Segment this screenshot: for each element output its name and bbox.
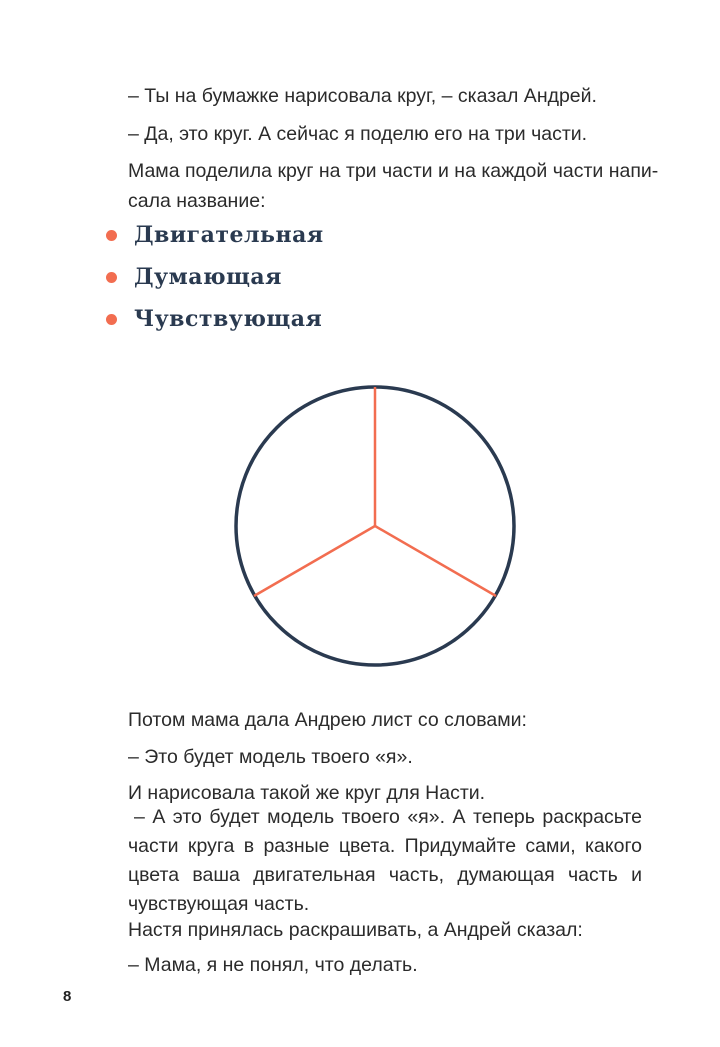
paragraph-4: Потом мама дала Андрею лист со словами:	[128, 709, 527, 731]
bullet-dot-icon	[106, 230, 117, 241]
paragraph-6: И нарисовала такой же круг для Насти.	[128, 782, 486, 804]
bullet-dot-icon	[106, 272, 117, 283]
page-number: 8	[63, 988, 72, 1005]
part-label-motor: Двигательная	[134, 222, 324, 248]
part-label-thinking: Думающая	[134, 264, 282, 290]
paragraph-3-line-2: сала название:	[128, 190, 266, 212]
list-item	[106, 298, 324, 340]
paragraph-3-line-1: Мама поделила круг на три части и на каждой части напи-	[128, 160, 659, 182]
paragraph-1: – Ты на бумажке нарисовала круг, – сказал Андрей.	[128, 85, 597, 107]
list-item	[106, 214, 324, 256]
list-item	[106, 256, 324, 298]
parts-list	[106, 214, 324, 340]
part-label-feeling: Чувствующая	[134, 306, 323, 332]
paragraph-8: Настя принялась раскрашивать, а Андрей сказал:	[128, 919, 583, 941]
bullet-dot-icon	[106, 314, 117, 325]
divider-line-left	[254, 526, 375, 596]
paragraph-9: – Мама, я не понял, что делать.	[128, 954, 418, 976]
paragraph-2: – Да, это круг. А сейчас я поделю его на три части.	[128, 123, 588, 145]
divider-line-right	[375, 526, 496, 596]
self-model-circle-diagram	[230, 384, 520, 674]
paragraph-7: – А это будет модель твоего «я». А теперь раскрасьте части круга в разные цвета. Придумайте сами, какого цвета ваша двигательная часть, думающая часть и чувствующая часть.	[128, 806, 642, 915]
paragraph-5: – Это будет модель твоего «я».	[128, 746, 413, 768]
